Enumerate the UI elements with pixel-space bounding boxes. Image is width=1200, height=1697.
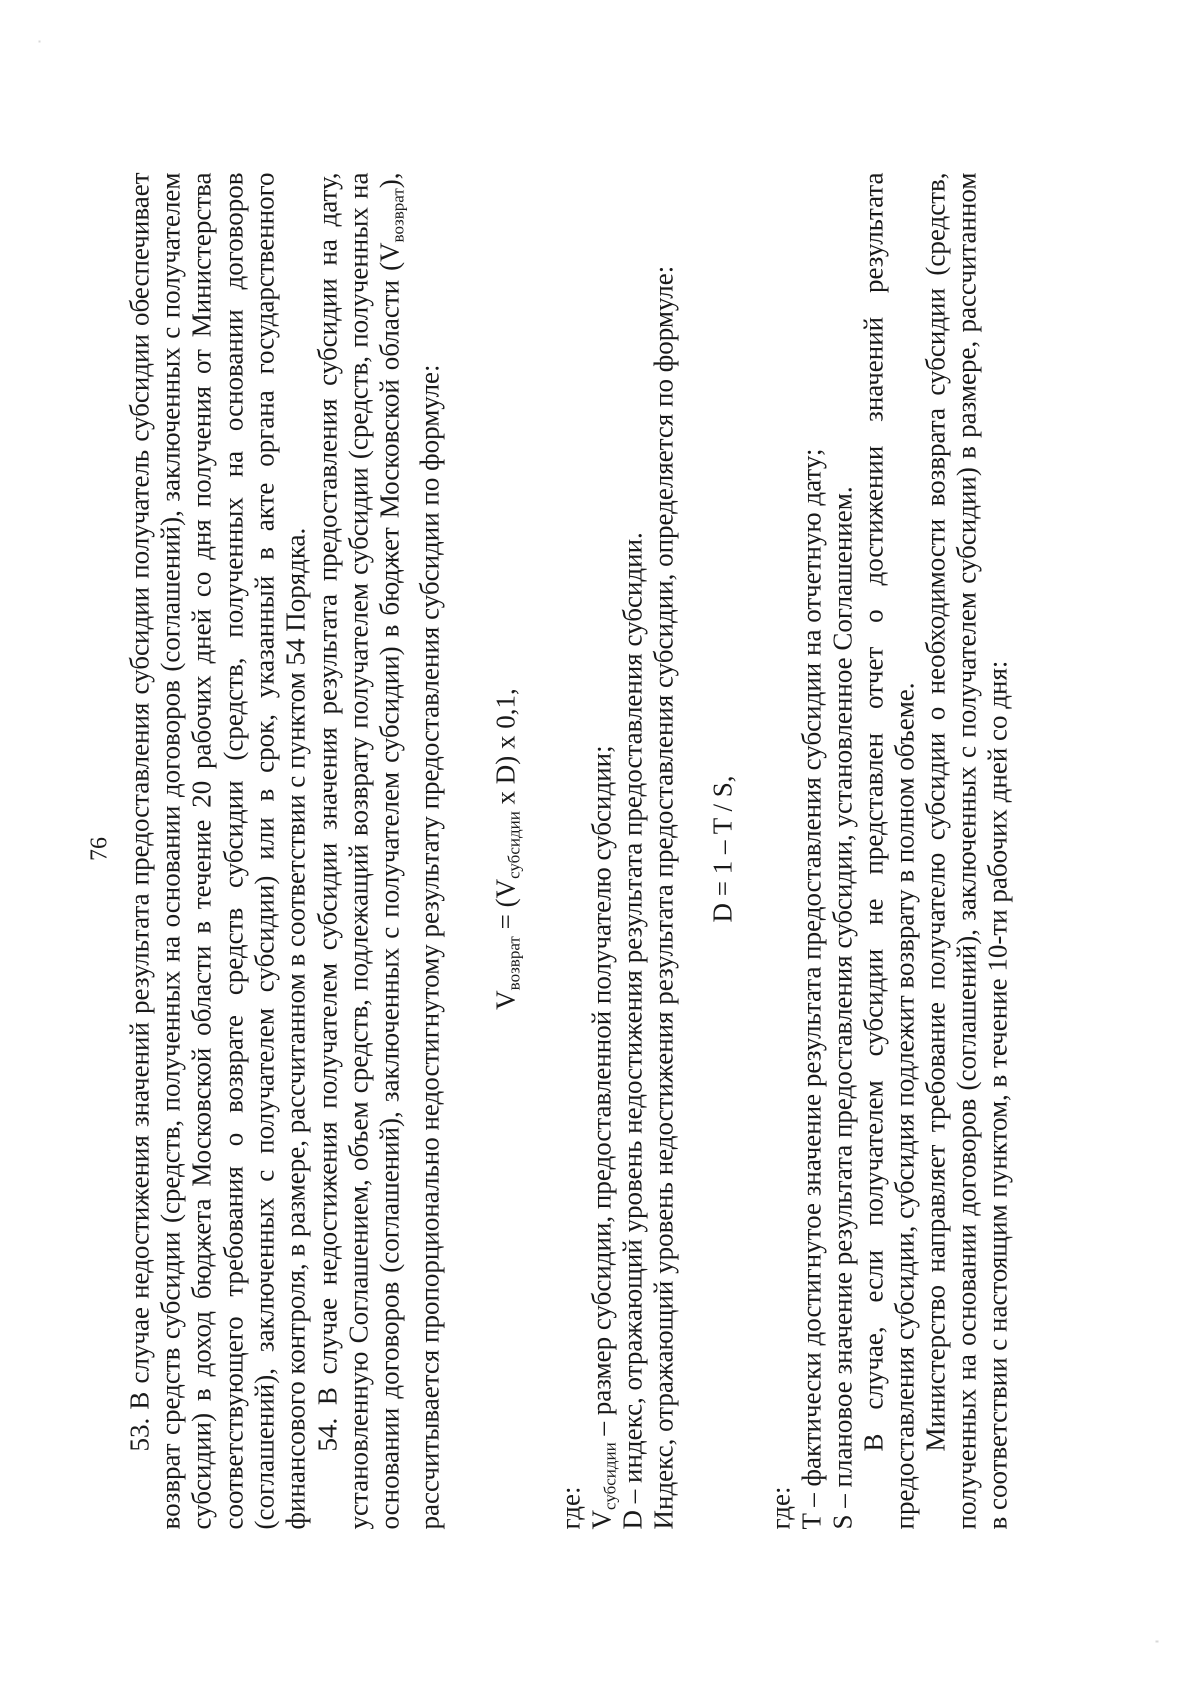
paragraph-54	[312, 172, 445, 1529]
index-definition: Индекс, отражающий уровень недостижения результата предоставления субсидии, определяется по формуле:	[648, 265, 678, 1529]
definition-v-subsidy-subscript: субсидии	[600, 1441, 619, 1510]
scan-speck	[38, 40, 40, 42]
definition-v-subsidy-text: – размер субсидии, предоставленной получателю субсидии;	[586, 744, 616, 1442]
formula-v-return-lhs-subscript: возврат	[504, 935, 523, 990]
paragraph-54-text: 54. В случае недостижения получателем субсидии значения результата предоставления субсидии на дату, установленную Соглашением, объем средств, подлежащий возврату получателем субсидии (средств, полученных на основании договоров (соглашений), заключенных с получателем субсидии) в бюджет Московской области (V	[312, 172, 405, 1529]
formula-v-return-lhs: V	[490, 989, 520, 1010]
definition-d: D – индекс, отражающий уровень недостижения результата предоставления субсидии.	[617, 531, 647, 1529]
paragraph-54-text-end: ), рассчитывается пропорционально недостигнутому результату предоставления субсидии по формуле:	[374, 172, 444, 1529]
definition-v-subsidy-var: V	[586, 1509, 616, 1529]
v-return-subscript: возврат	[388, 187, 408, 242]
definition-t: T – фактически достигнутое значение результата предоставления субсидии на отчетную дату;	[796, 448, 826, 1529]
scan-speck	[1155, 1640, 1158, 1642]
formula-v-return	[490, 0, 529, 1697]
formula-d: D = 1 – T / S,	[707, 775, 737, 923]
paragraph-no-report: В случае, если получателем субсидии не представлен отчет о достижении значений результата предоставления субсидии, субсидия подлежит возврату в полном объеме.	[858, 172, 920, 1529]
formula-v-return-eq: = (V	[490, 878, 520, 936]
where-label: где:	[555, 1486, 585, 1529]
paragraph-53: 53. В случае недостижения значений результата предоставления субсидии получатель субсидии обеспечивает возврат средств субсидии (средств, полученных на основании договоров (соглашений), заключенных с получателем субсидии) в доход бюджета Московской области в течение 20 рабочих дней со дня получения от Министерства соответствующего требования о возврате средств субсидии (средств, полученных на основании договоров (соглашений), заключенных с получателем субсидии) или в срок, указанный в акте органа государственного финансового контроля, в размере, рассчитанном в соответствии с пунктом 54 Порядка.	[124, 172, 311, 1529]
formula-v-subsidy-subscript: субсидии	[504, 810, 523, 879]
where-label-2: где:	[765, 1486, 795, 1529]
page-number: 76	[86, 836, 112, 861]
formula-v-return-rest: x D) x 0,1,	[490, 687, 520, 811]
paragraph-ministry-demand: Министерство направляет требование получателю субсидии о необходимости возврата субсидии (средств, полученных на основании договоров (соглашений), заключенных с получателем субсидии) в размере, рассчитанном в соответствии с настоящим пунктом, в течение 10-ти рабочих дней со дня:	[920, 172, 1013, 1529]
definition-s: S – плановое значение результата предоставления субсидии, установленное Соглашением.	[827, 485, 857, 1529]
